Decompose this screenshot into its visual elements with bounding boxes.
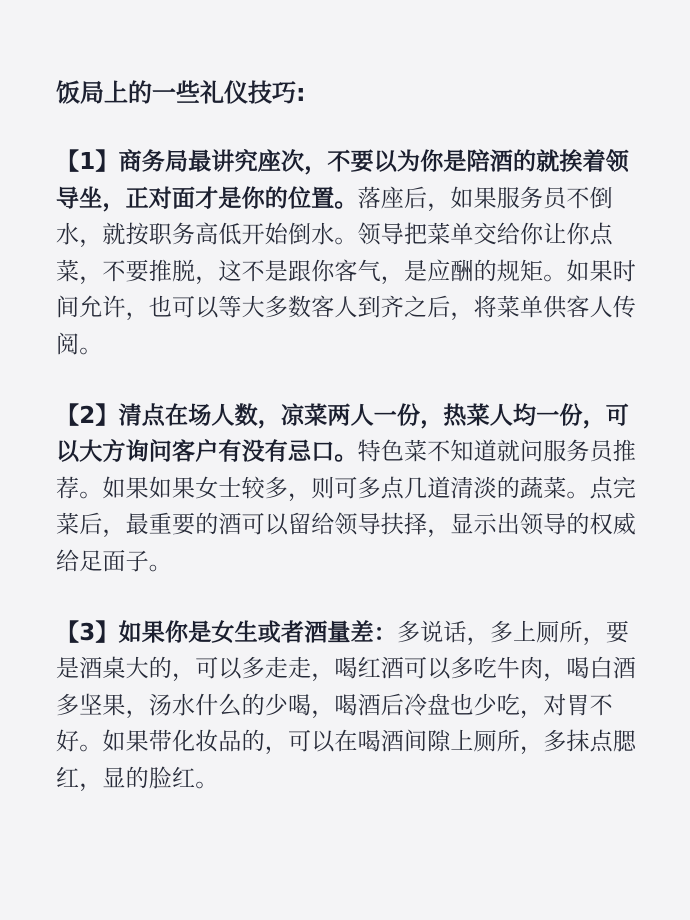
tip-1-body: 落座后，如果服务员不倒水，就按职务高低开始倒水。领导把菜单交给你让你点菜，不要推脱，这不是跟你客气，是应酬的规矩。如果时间允许，也可以等大多数客人到齐之后，将菜单供客人传阅。: [56, 185, 636, 358]
tip-3-body: 多说话，多上厕所，要是酒桌大的，可以多走走，喝红酒可以多吃牛肉，喝白酒多坚果，汤水什么的少喝，喝酒后冷盘也少吃，对胃不好。如果带化妆品的，可以在喝酒间隙上厕所，多抹点腮红，显的脸红。: [56, 619, 636, 792]
tip-2-body: 特色菜不知道就问服务员推荐。如果如果女士较多，则可多点几道清淡的蔬菜。点完菜后，最重要的酒可以留给领导扶择，显示出领导的权威给足面子。: [56, 439, 637, 575]
tip-section-2: [56, 398, 650, 581]
tip-section-3: [56, 615, 650, 798]
tip-2-lead: 【2】清点在场人数，凉菜两人一份，热菜人均一份，可以大方询问客户有没有忌口。: [56, 402, 630, 466]
tip-1-lead: 【1】商务局最讲究座次，不要以为你是陪酒的就挨着领导坐，正对面才是你的位置。: [56, 149, 630, 212]
tip-3-lead: 【3】如果你是女生或者酒量差：: [56, 619, 398, 646]
tip-section-1: [56, 144, 650, 364]
article-title: 饭局上的一些礼仪技巧:: [56, 79, 306, 107]
